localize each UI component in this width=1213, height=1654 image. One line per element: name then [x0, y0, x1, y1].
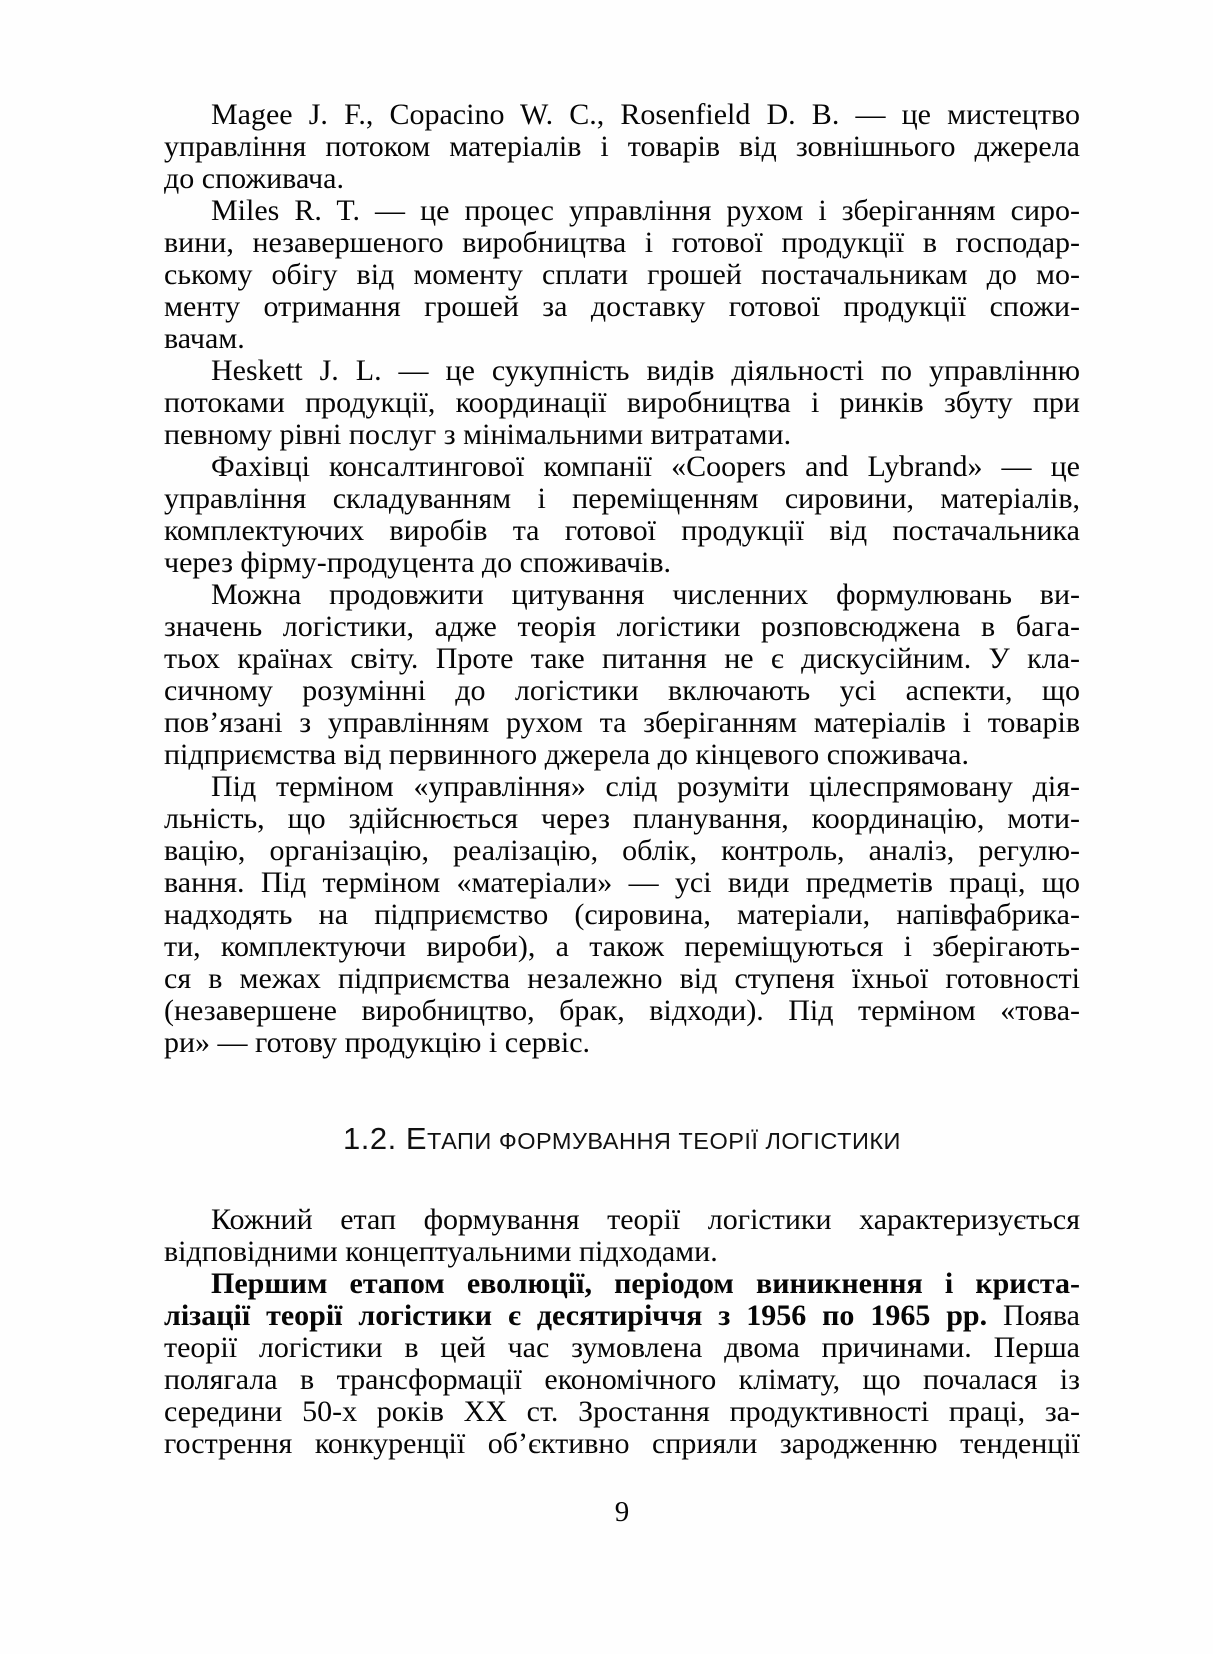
text-run: вання. Під терміном «матеріали» — усі види предметів праці, що [164, 866, 1080, 899]
text-run: (незавершене виробництво, брак, відходи). Під терміном «това- [164, 994, 1080, 1027]
text-line [164, 867, 1080, 899]
text-run: вини, незавершеного виробництва і готової продукції в господар- [164, 226, 1080, 259]
bold-text-run: Першим етапом еволюції, періодом виникнення і криста- [211, 1267, 1080, 1300]
text-block-stages [164, 1204, 1080, 1460]
text-run: через фірму-продуцента до споживачів. [164, 546, 672, 579]
text-line [164, 195, 1080, 227]
text-line [164, 483, 1080, 515]
text-line [164, 99, 1080, 131]
text-run: управління складуванням і переміщенням сировини, матеріалів, [164, 482, 1080, 515]
text-run: ся в межах підприємства незалежно від ступеня їхньої готовності [164, 962, 1080, 995]
text-run: пов’язані з управлінням рухом та зберіганням матеріалів і товарів [164, 706, 1080, 739]
paragraph [164, 195, 1080, 355]
text-run: льність, що здійснюється через планування, координацію, моти- [164, 802, 1080, 835]
text-run: Поява [987, 1299, 1080, 1332]
section-heading [164, 1119, 1080, 1159]
text-run: полягала в трансформації економічного клімату, що почалася із [164, 1363, 1080, 1396]
text-line [164, 899, 1080, 931]
paragraph [164, 771, 1080, 1059]
text-run: вацію, організацію, реалізацію, облік, контроль, аналіз, регулю- [164, 834, 1080, 867]
text-run: Під терміном «управління» слід розуміти цілеспрямовану дія- [211, 770, 1080, 803]
text-line [164, 739, 1080, 771]
text-run: менту отримання грошей за доставку готової продукції спожи- [164, 290, 1080, 323]
text-run: ському обігу від моменту сплати грошей постачальникам до мо- [164, 258, 1080, 291]
text-line [164, 355, 1080, 387]
text-line [164, 611, 1080, 643]
text-line [164, 131, 1080, 163]
paragraph [164, 579, 1080, 771]
text-run: сичному розумінні до логістики включають усі аспекти, що [164, 674, 1080, 707]
text-run: Фахівці консалтингової компанії «Coopers and Lybrand» — це [211, 450, 1080, 483]
text-line [164, 547, 1080, 579]
paragraph [164, 1268, 1080, 1460]
page-number: 9 [614, 1496, 630, 1528]
text-column [164, 99, 1080, 1528]
text-run: середини 50-х років XX ст. Зростання продуктивності праці, за- [164, 1395, 1080, 1428]
text-line [164, 1268, 1080, 1300]
text-run: значень логістики, адже теорія логістики розповсюджена в бага- [164, 610, 1080, 643]
text-run: ри» — готову продукцію і сервіс. [164, 1026, 591, 1059]
text-line [164, 643, 1080, 675]
text-run: певному рівні послуг з мінімальними витратами. [164, 418, 792, 451]
text-line [164, 451, 1080, 483]
text-line [164, 323, 1080, 355]
text-run: підприємства від первинного джерела до кінцевого споживача. [164, 738, 969, 771]
paragraph [164, 1204, 1080, 1268]
text-line [164, 515, 1080, 547]
text-run: Magee J. F., Copacino W. C., Rosenfield D. B. — це мистецтво [211, 98, 1080, 131]
text-line [164, 1300, 1080, 1332]
bold-text-run: лізації теорії логістики є десятиріччя з 1956 по 1965 рр. [164, 1299, 988, 1332]
text-run: Можна продовжити цитування численних формулювань ви- [211, 578, 1080, 611]
text-run: комплектуючих виробів та готової продукції від постачальника [164, 514, 1080, 547]
text-line [164, 419, 1080, 451]
paragraph [164, 355, 1080, 451]
text-run: надходять на підприємство (сировина, матеріали, напівфабрика- [164, 898, 1080, 931]
text-run: до споживача. [164, 162, 344, 195]
text-run: тьох країнах світу. Проте таке питання не є дискусійним. У кла- [164, 642, 1080, 675]
text-run: вачам. [164, 322, 245, 355]
text-line [164, 771, 1080, 803]
section-heading-lead: 1.2. Е [343, 1121, 428, 1156]
text-line [164, 291, 1080, 323]
text-line [164, 995, 1080, 1027]
text-line [164, 1364, 1080, 1396]
text-line [164, 1428, 1080, 1460]
text-run: Heskett J. L. — це сукупність видів діяльності по управлінню [211, 354, 1080, 387]
paragraph [164, 99, 1080, 195]
text-line [164, 227, 1080, 259]
section-heading-rest: ТАПИ ФОРМУВАННЯ ТЕОРІЇ ЛОГІСТИКИ [427, 1128, 901, 1154]
text-line [164, 1396, 1080, 1428]
text-line [164, 1236, 1080, 1268]
text-line [164, 675, 1080, 707]
text-line [164, 963, 1080, 995]
text-run: теорії логістики в цей час зумовлена двома причинами. Перша [164, 1331, 1080, 1364]
text-line [164, 1332, 1080, 1364]
text-run: гострення конкуренції об’єктивно сприяли зародженню тенденції [164, 1427, 1080, 1460]
text-line [164, 163, 1080, 195]
text-line [164, 259, 1080, 291]
text-run: ти, комплектуючи вироби), а також переміщуються і зберігають- [164, 930, 1080, 963]
text-line [164, 803, 1080, 835]
text-block-definitions [164, 99, 1080, 1059]
text-run: Miles R. T. — це процес управління рухом і зберіганням сиро- [211, 194, 1080, 227]
text-run: управління потоком матеріалів і товарів від зовнішнього джерела [164, 130, 1080, 163]
text-line [164, 1204, 1080, 1236]
text-line [164, 707, 1080, 739]
text-line [164, 835, 1080, 867]
text-run: відповідними концептуальними підходами. [164, 1235, 718, 1268]
text-line [164, 931, 1080, 963]
paragraph [164, 451, 1080, 579]
text-run: Кожний етап формування теорії логістики характеризується [211, 1203, 1080, 1236]
text-line [164, 1027, 1080, 1059]
text-line [164, 579, 1080, 611]
text-line [164, 387, 1080, 419]
text-run: потоками продукції, координації виробництва і ринків збуту при [164, 386, 1080, 419]
